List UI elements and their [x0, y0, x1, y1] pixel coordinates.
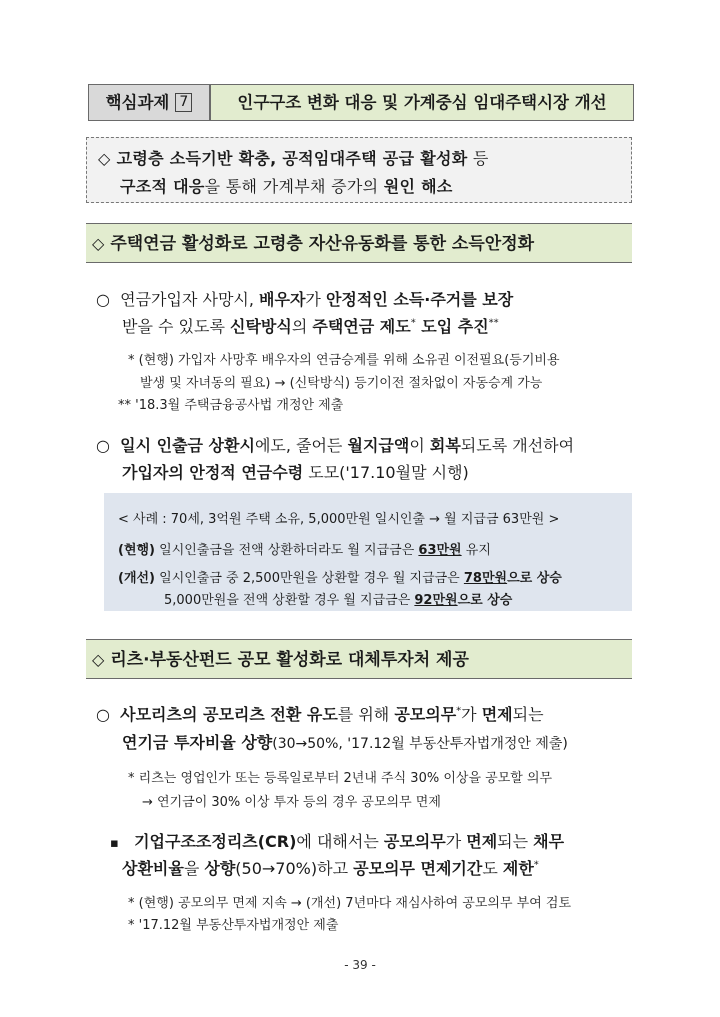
- emph: 상환비율: [122, 859, 184, 878]
- s2-item1-line1: [96, 702, 544, 725]
- example-improved-2: [164, 589, 512, 608]
- emph: 도입 추진: [415, 317, 489, 336]
- section-banner-1: [86, 223, 632, 263]
- emph: 면제: [466, 832, 498, 851]
- summary-emph-3: 원인 해소: [383, 177, 453, 196]
- emph: 사모리츠의 공모리츠 전환 유도: [120, 705, 338, 724]
- emph: 채무: [533, 832, 565, 851]
- emph: 연기금 투자비율 상향: [122, 733, 273, 752]
- footnote-mark: *: [533, 859, 539, 871]
- text: 연금가입자 사망시,: [120, 290, 260, 309]
- circle-bullet-icon: ○: [96, 705, 110, 724]
- emph: 신탁방식: [230, 317, 292, 336]
- s2-item2-line1: [110, 829, 564, 852]
- s1-note2: ** '18.3월 주택금융공사법 개정안 제출: [118, 398, 344, 413]
- page-number: - 39 -: [344, 958, 376, 972]
- text: 5,000만원을 전액 상환할 경우 월 지급금은: [164, 593, 415, 608]
- s2-note2: * (현행) 공모의무 면제 지속 → (개선) 7년마다 재심사하여 공모의무 부여 검토: [128, 896, 572, 911]
- emph: 제한: [502, 859, 534, 878]
- text: (30→50%, '17.12월 부동산투자법개정안 제출): [272, 736, 568, 752]
- emph: 일시 인출금 상환시: [120, 436, 255, 455]
- s1-item1-line2: [122, 314, 499, 337]
- s1-item2-line2: [122, 460, 469, 483]
- footnote-mark: *: [410, 317, 416, 329]
- s2-item1-line2: [122, 730, 568, 753]
- circle-bullet-icon: ○: [96, 436, 110, 455]
- task-label: 핵심과제: [105, 93, 170, 112]
- text: 이: [409, 436, 430, 455]
- text: 받을 수 있도록: [122, 317, 230, 336]
- emph: 회복: [429, 436, 461, 455]
- text: 에 대해서는: [296, 832, 384, 851]
- text: 도모('17.10월말 시행): [303, 463, 469, 482]
- section-title-1: 주택연금 활성화로 고령층 자산유동화를 통한 소득안정화: [110, 234, 535, 254]
- section-title-2: 리츠·부동산펀드 공모 활성화로 대체투자처 제공: [110, 650, 469, 670]
- text: 의: [291, 317, 313, 336]
- text: 가: [305, 290, 326, 309]
- text: 되는: [512, 705, 544, 724]
- text: 가: [445, 832, 467, 851]
- circle-bullet-icon: ○: [96, 290, 110, 309]
- emph: 으로 상승: [507, 571, 562, 586]
- s1-item2-line1: [96, 433, 574, 456]
- summary-line-1: [98, 146, 489, 169]
- text: (50→70%)하고: [235, 859, 354, 878]
- summary-emph-1: 고령층 소득기반 확충, 공적임대주택 공급 활성화: [116, 149, 468, 168]
- diamond-icon: ◇: [92, 650, 105, 669]
- s2-note3: * '17.12월 부동산투자법개정안 제출: [128, 918, 339, 933]
- text: 일시인출금을 전액 상환하더라도 월 지급금은: [155, 543, 419, 558]
- s2-note1-line1: * 리츠는 영업인가 또는 등록일로부터 2년내 주식 30% 이상을 공모할 의무: [128, 771, 553, 786]
- emph: 배우자: [259, 290, 306, 309]
- emph: 월지급액: [347, 436, 410, 455]
- emph: 으로 상승: [457, 593, 513, 608]
- s2-note1-line2: → 연기금이 30% 이상 투자 등의 경우 공모의무 면제: [142, 795, 441, 810]
- s1-note1-line1: * (현행) 가입자 사망후 배우자의 연금승계를 위해 소유권 이전필요(등기비용: [128, 353, 560, 368]
- text: 을: [183, 859, 205, 878]
- emph: 상향: [204, 859, 236, 878]
- example-header: < 사례 : 70세, 3억원 주택 소유, 5,000만원 일시인출 → 월 지급금 63만원 >: [118, 512, 560, 527]
- summary-text-2: 을 통해 가계부채 증가의: [204, 177, 384, 196]
- text: 되도록 개선하여: [460, 436, 575, 455]
- text: 일시인출금 중 2,500만원을 상환할 경우 월 지급금은: [155, 571, 464, 586]
- text: 되는: [497, 832, 534, 851]
- s1-item1-line1: [96, 287, 513, 310]
- emph: 면제: [481, 705, 513, 724]
- emph-underlined: 78만원: [463, 571, 508, 586]
- s1-note1-line2: 발생 및 자녀동의 필요) → (신탁방식) 등기이전 절차없이 자동승계 가능: [140, 376, 543, 391]
- summary-line-2: [120, 174, 453, 197]
- task-title: 인구구조 변화 대응 및 가계중심 임대주택시장 개선: [210, 84, 634, 121]
- diamond-icon: ◇: [98, 149, 111, 168]
- emph: 공모의무: [383, 832, 446, 851]
- section-banner-2: [86, 639, 632, 679]
- text: 를 위해: [337, 705, 395, 724]
- text: 가: [461, 705, 482, 724]
- summary-emph-2: 구조적 대응: [120, 177, 205, 196]
- footnote-mark: *: [456, 705, 462, 717]
- text: 에도, 줄어든: [254, 436, 348, 455]
- footnote-mark: **: [488, 317, 499, 329]
- emph: 공모의무 면제기간: [353, 859, 483, 878]
- square-bullet-icon: ▪: [110, 836, 119, 851]
- emph: 공모의무: [394, 705, 457, 724]
- emph: 기업구조조정리츠(CR): [134, 832, 297, 851]
- summary-text-1: 등: [467, 149, 489, 168]
- text: 도: [482, 859, 503, 878]
- emph: (개선): [118, 571, 155, 586]
- diamond-icon: ◇: [92, 234, 105, 253]
- emph: 안정적인 소득·주거를 보장: [325, 290, 514, 309]
- example-improved-1: [118, 567, 562, 586]
- emph: 주택연금 제도: [312, 317, 411, 336]
- text: 유지: [461, 543, 491, 558]
- task-number: 7: [175, 93, 192, 112]
- emph: 가입자의 안정적 연금수령: [122, 463, 304, 482]
- emph-underlined: 92만원: [414, 593, 458, 608]
- emph-underlined: 63만원: [418, 543, 462, 558]
- emph: (현행): [118, 543, 155, 558]
- task-label-box: [88, 84, 210, 121]
- example-current: [118, 539, 491, 558]
- s2-item2-line2: [122, 856, 539, 879]
